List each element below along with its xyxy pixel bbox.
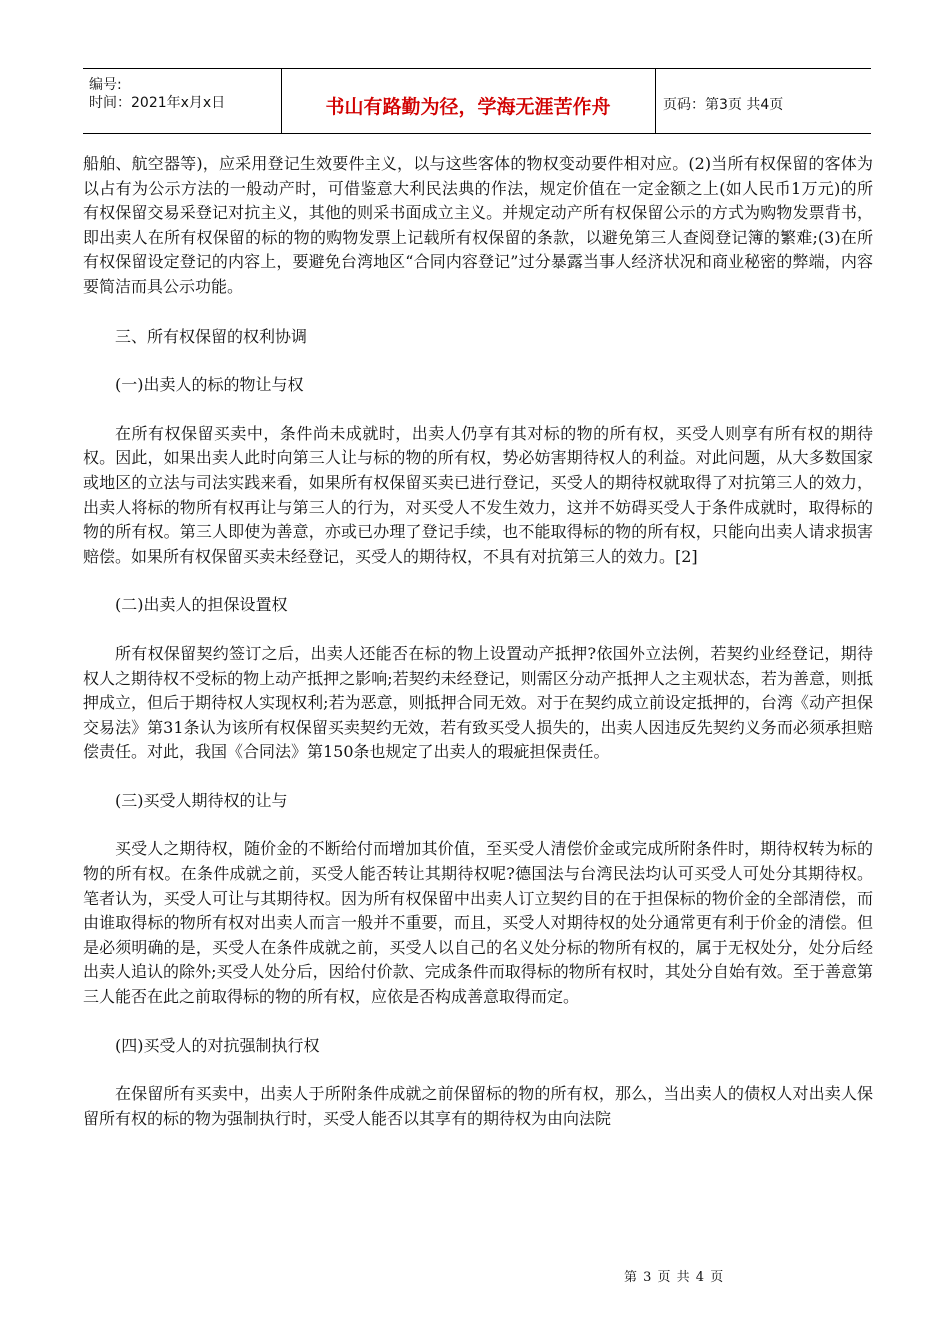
- subsection-heading: (二)出卖人的担保设置权: [115, 595, 288, 615]
- section-heading: 三、所有权保留的权利协调: [115, 326, 308, 346]
- paragraph: 在所有权保留买卖中，条件尚未成就时，出卖人仍享有其对标的物的所有权，买受人则享有所有权的期待权。因此，如果出卖人此时向第三人让与标的物的所有权，势必妨害期待权人的利益。对此问题，从大多数国家或地区的立法与司法实践来看，如果所有权保留买卖已进行登记，买受人的期待权就取得了对抗第三人的效力，出卖人将标的物所有权再让与第三人的行为，对买受人不发生效力，这并不妨碍买受人于条件成就时，取得标的物的所有权。第三人即使为善意，亦或已办理了登记手续，也不能取得标的物的所有权，只能向出卖人请求损害赔偿。如果所有权保留买卖未经登记，买受人的期待权，不具有对抗第三人的效力。[2]: [83, 423, 873, 566]
- header-meta-cell: [83, 69, 282, 133]
- header-page-cell: [655, 69, 871, 133]
- document-number-label: 编号:: [89, 77, 122, 93]
- subsection-heading: (三)买受人期待权的让与: [115, 790, 288, 810]
- document-time-label: 时间：2021年x月x日: [89, 95, 226, 111]
- header-motto: 书山有路勤为径，学海无涯苦作舟: [325, 96, 611, 118]
- paragraph: 所有权保留契约签订之后，出卖人还能否在标的物上设置动产抵押?依国外立法例，若契约业经登记，期待权人之期待权不受标的物上动产抵押之影响;若契约未经登记，则需区分动产抵押人之主观状态，若为善意，则抵押成立，但后于期待权人实现权利;若为恶意，则抵押合同无效。对于在契约成立前设定抵押的，台湾《动产担保交易法》第31条认为该所有权保留买卖契约无效，若有致买受人损失的，出卖人因违反先契约义务而必须承担赔偿责任。对此，我国《合同法》第150条也规定了出卖人的瑕疵担保责任。: [83, 643, 873, 762]
- subsection-heading: (一)出卖人的标的物让与权: [115, 375, 304, 395]
- page-header: [83, 68, 871, 134]
- paragraph-continuation: 船舶、航空器等)，应采用登记生效要件主义，以与这些客体的物权变动要件相对应。(2)当所有权保留的客体为以占有为公示方法的一般动产时，可借鉴意大利民法典的作法，规定价值在一定金额之上(如人民币1万元)的所有权保留交易采登记对抗主义，其他的则采书面成立主义。并规定动产所有权保留公示的方式为购物发票背书，即出卖人在所有权保留的标的物的购物发票上记载所有权保留的条款，以避免第三人查阅登记簿的繁难;(3)在所有权保留设定登记的内容上，要避免台湾地区“合同内容登记”过分暴露当事人经济状况和商业秘密的弊端，内容要简洁而具公示功能。: [83, 154, 873, 296]
- page-footer: 第 3 页 共 4 页: [624, 1270, 725, 1285]
- subsection-heading: (四)买受人的对抗强制执行权: [115, 1035, 320, 1055]
- document-body: [83, 152, 873, 1131]
- header-motto-cell: [281, 69, 656, 133]
- paragraph: 买受人之期待权，随价金的不断给付而增加其价值，至买受人清偿价金或完成所附条件时，期待权转为标的物的所有权。在条件成就之前，买受人能否转让其期待权呢?德国法与台湾民法均认可买受人可处分其期待权。笔者认为，买受人可让与其期待权。因为所有权保留中出卖人订立契约目的在于担保标的物价金的全部清偿，而由谁取得标的物所有权对出卖人而言一般并不重要，而且，买受人对期待权的处分通常更有利于价金的清偿。但是必须明确的是，买受人在条件成就之前，买受人以自己的名义处分标的物所有权的，属于无权处分，处分后经出卖人追认的除外;买受人处分后，因给付价款、完成条件而取得标的物所有权时，其处分自始有效。至于善意第三人能否在此之前取得标的物的所有权，应依是否构成善意取得而定。: [83, 839, 873, 1007]
- header-page-number: 页码：第3页 共4页: [663, 97, 784, 113]
- paragraph: 在保留所有买卖中，出卖人于所附条件成就之前保留标的物的所有权，那么，当出卖人的债权人对出卖人保留所有权的标的物为强制执行时，买受人能否以其享有的期待权为由向法院: [83, 1084, 873, 1128]
